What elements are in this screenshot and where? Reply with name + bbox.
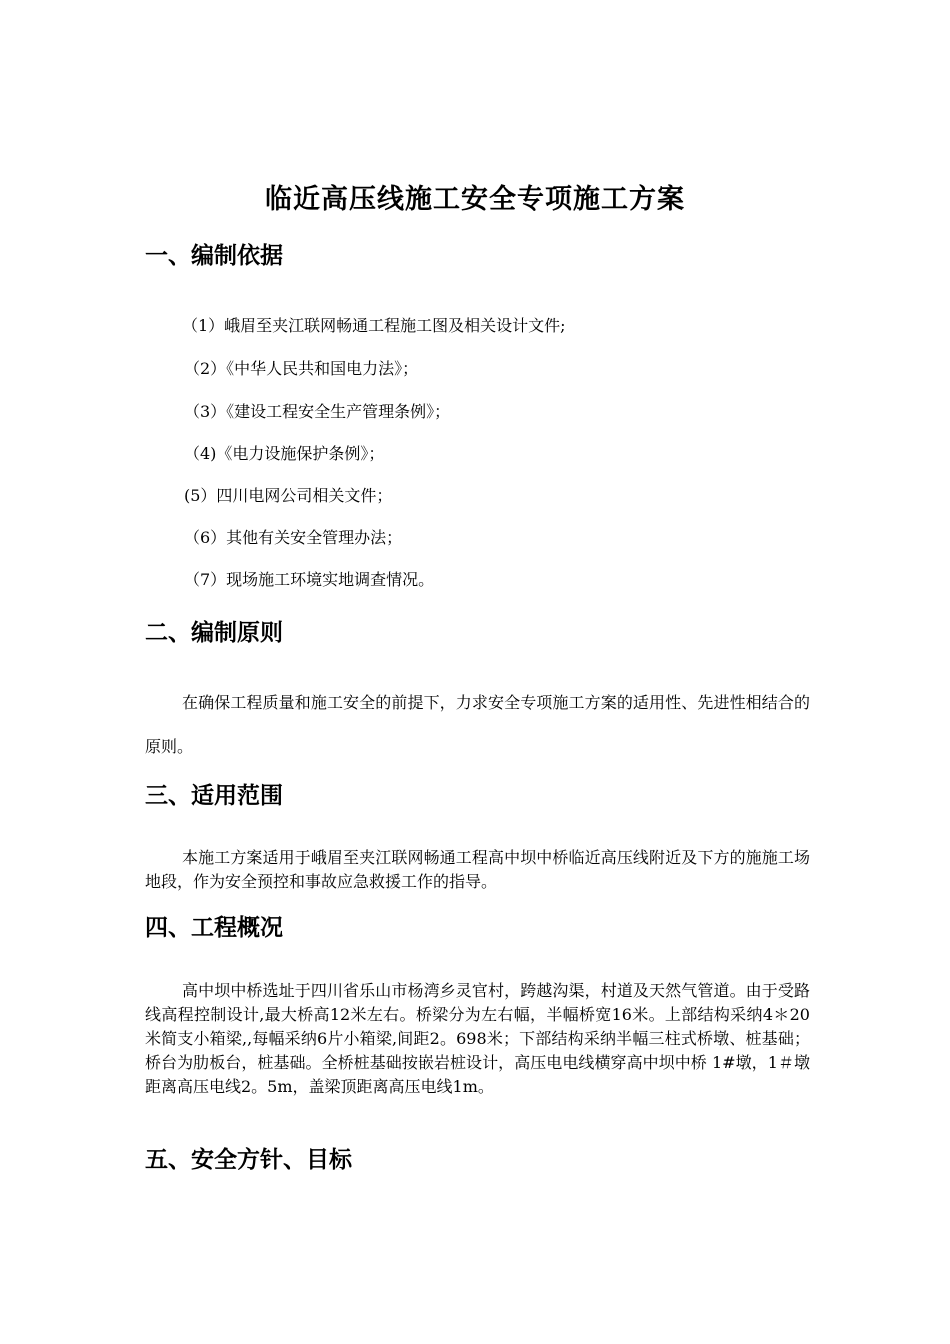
document-title: 临近高压线施工安全专项施工方案: [265, 184, 685, 215]
reference-item: （4)《电力设施保护条例》；: [184, 444, 385, 463]
section-heading-basis: 一、编制依据: [145, 242, 283, 269]
section-paragraph: 本施工方案适用于峨眉至夹江联网畅通工程高中坝中桥临近高压线附近及下方的施施工场地段，作为安全预控和事故应急救援工作的指导。: [145, 848, 810, 891]
reference-item: （6）其他有关安全管理办法；: [184, 528, 403, 547]
section-heading-scope: 三、适用范围: [145, 782, 283, 809]
section-heading-safety-policy: 五、安全方针、目标: [145, 1146, 352, 1173]
reference-item: (5）四川电网公司相关文件；: [184, 486, 393, 505]
reference-item: （1）峨眉至夹江联网畅通工程施工图及相关设计文件;: [182, 316, 566, 335]
reference-item: （7）现场施工环境实地调查情况。: [184, 570, 435, 589]
reference-item: （2）《中华人民共和国电力法》；: [184, 359, 419, 378]
section-paragraph: 在确保工程质量和施工安全的前提下，力求安全专项施工方案的适用性、先进性相结合的原则。: [145, 693, 810, 756]
reference-item: （3）《建设工程安全生产管理条例》；: [184, 402, 451, 421]
section-heading-overview: 四、工程概况: [145, 914, 283, 941]
section-paragraph: 高中坝中桥选址于四川省乐山市杨湾乡灵官村，跨越沟渠，村道及天然气管道。由于受路线高程控制设计,最大桥高12米左右。桥梁分为左右幅，半幅桥宽16米。上部结构采纳4＊20米简支小箱梁,,每幅采纳6片小箱梁,间距2。698米；下部结构采纳半幅三柱式桥墩、桩基础；桥台为肋板台，桩基础。全桥桩基础按嵌岩桩设计，高压电电线横穿高中坝中桥 1#墩，1＃墩距离高压电线2。5m，盖梁顶距离高压电线1m。: [145, 981, 810, 1096]
section-heading-principles: 二、编制原则: [145, 619, 283, 646]
